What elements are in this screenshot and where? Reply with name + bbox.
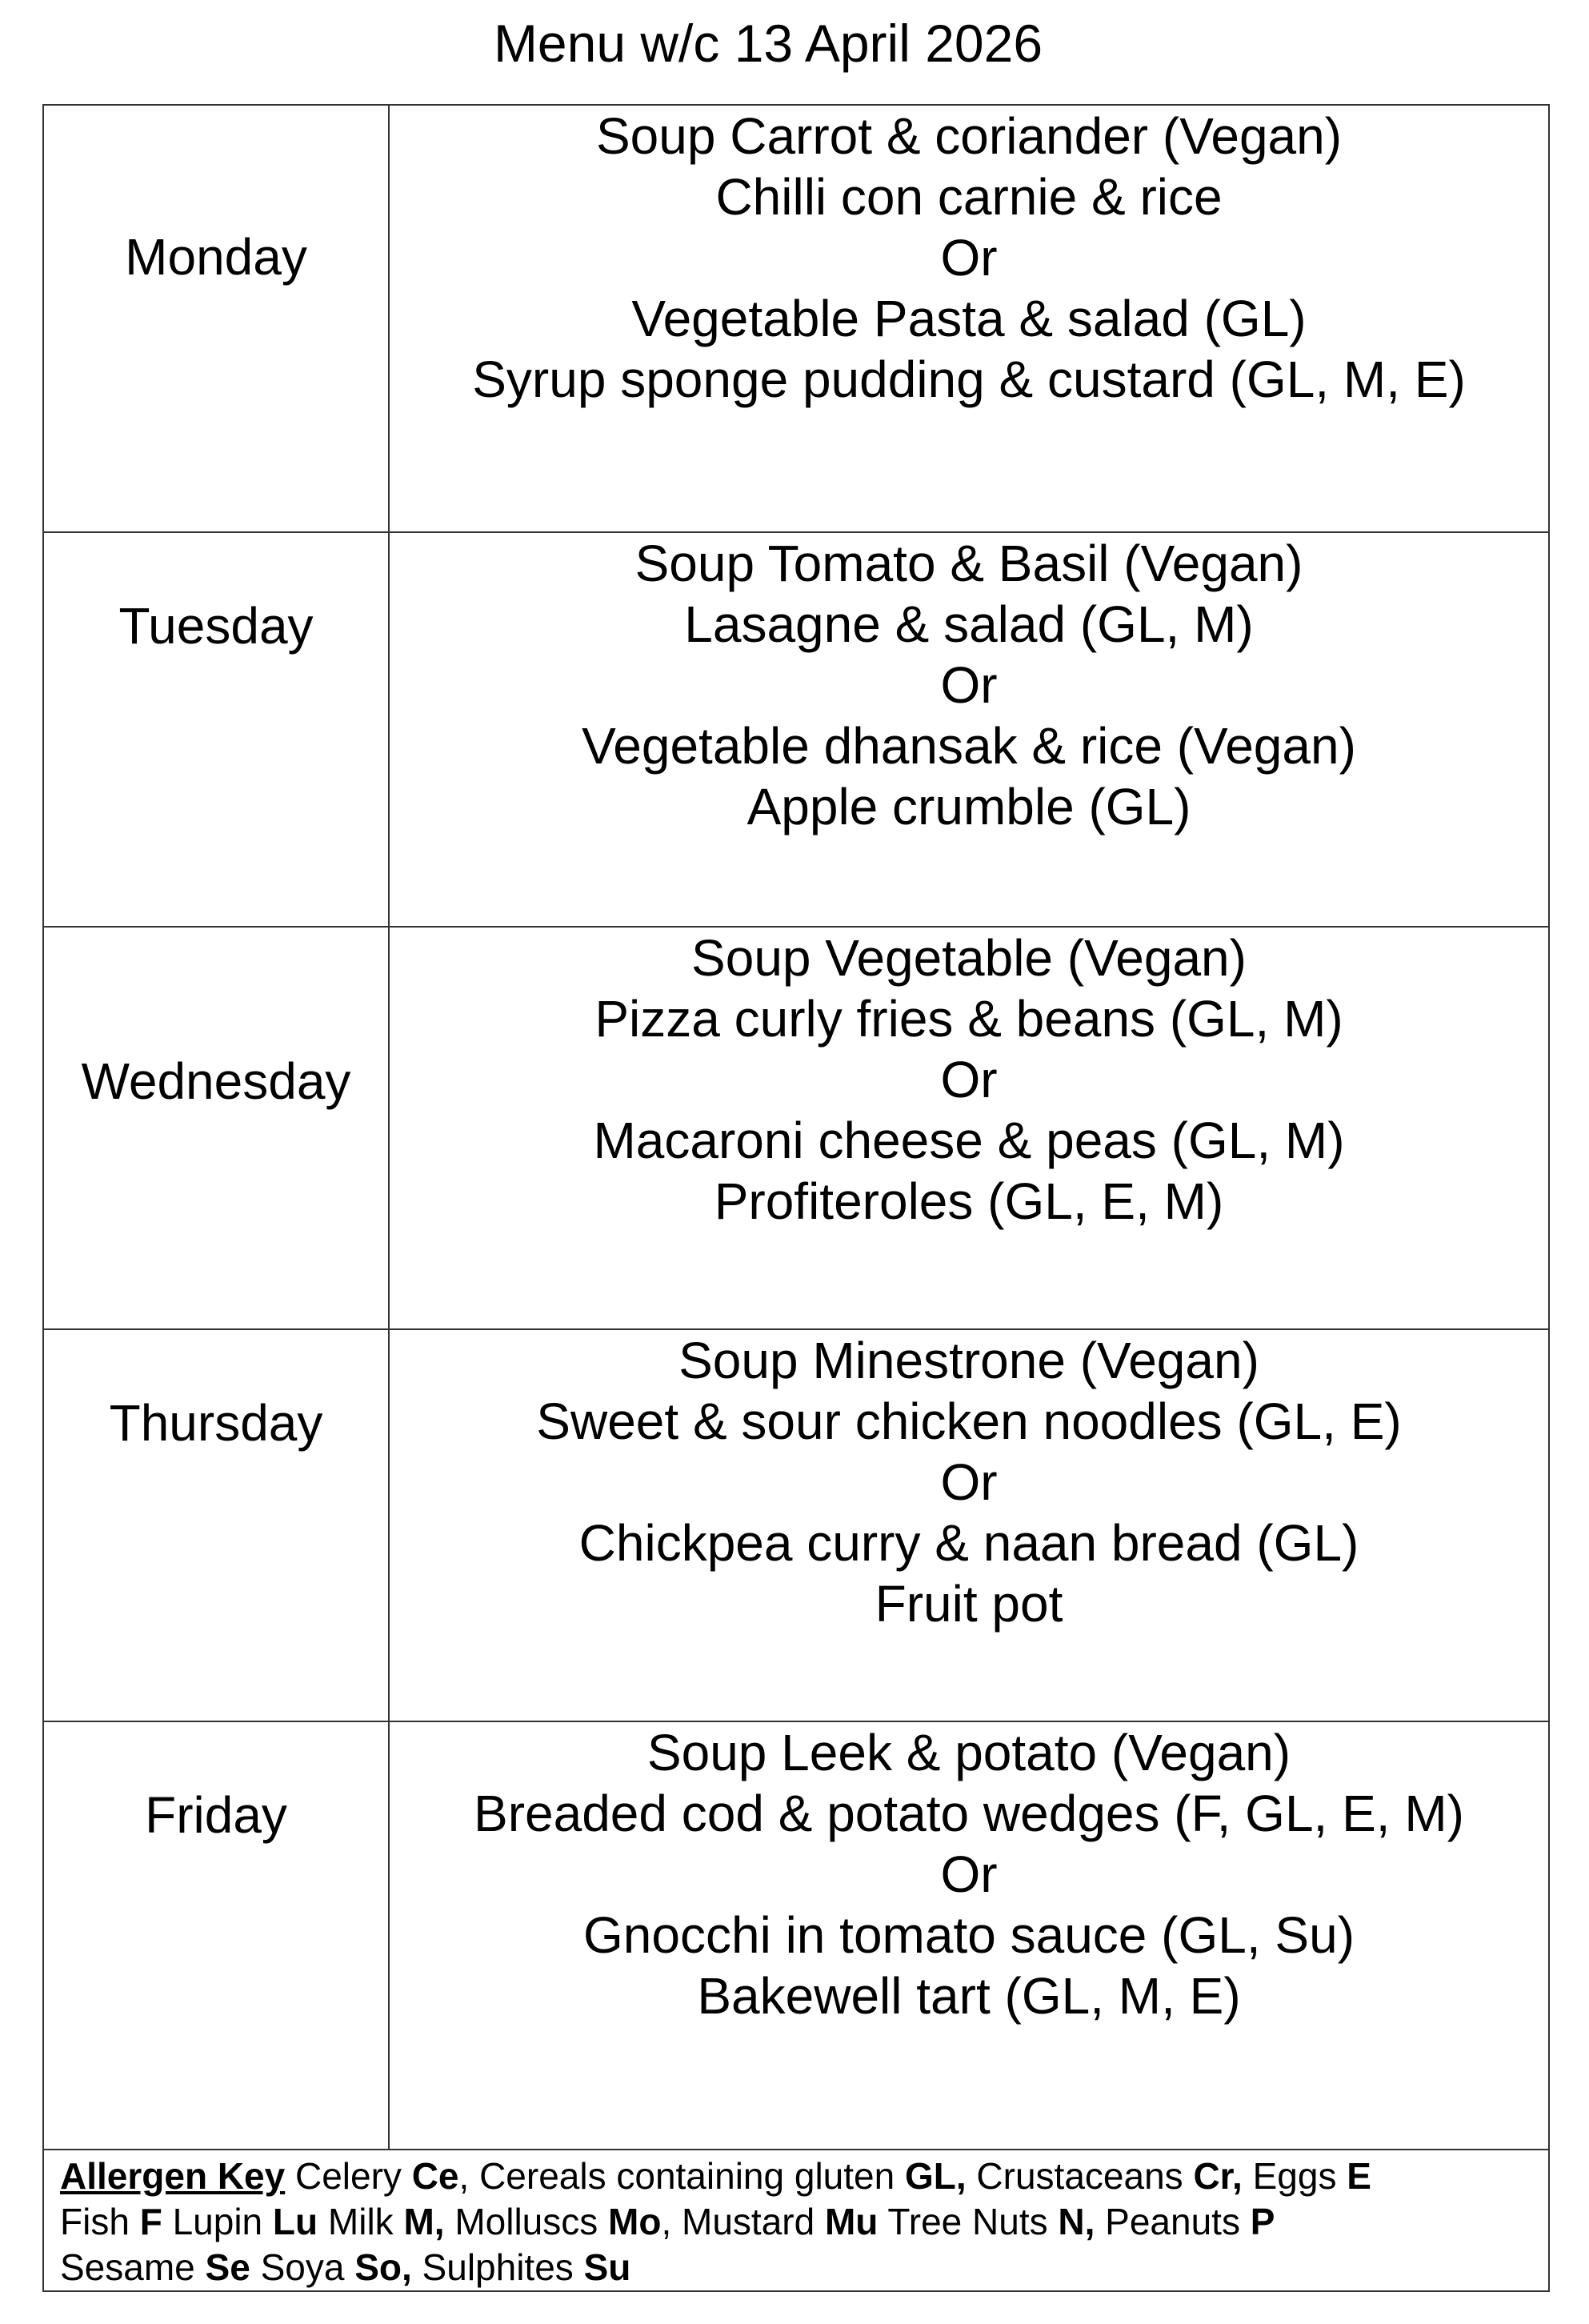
dish-line: Breaded cod & potato wedges (F, GL, E, M) — [474, 1785, 1464, 1842]
allergen-name: Sulphites — [411, 2246, 584, 2288]
allergen-code: Se — [205, 2246, 250, 2288]
allergen-name: Eggs — [1242, 2155, 1347, 2197]
allergen-name: Molluscs — [444, 2201, 609, 2242]
allergen-key-row — [43, 2150, 1549, 2291]
day-label: Thursday — [109, 1394, 323, 1452]
dish-line: Soup Minestrone (Vegan) — [678, 1332, 1259, 1389]
dish-line: Vegetable Pasta & salad (GL) — [631, 290, 1307, 347]
allergen-name: Crustaceans — [966, 2155, 1194, 2197]
table-row-friday — [43, 1721, 1549, 2150]
day-label: Tuesday — [118, 597, 314, 655]
allergen-code: GL, — [904, 2155, 967, 2197]
dish-line: Apple crumble (GL) — [746, 778, 1191, 835]
dish-line: Macaroni cheese & peas (GL, M) — [593, 1112, 1345, 1169]
dish-line: Gnocchi in tomato sauce (GL, Su) — [583, 1906, 1355, 1964]
table-row-monday — [43, 105, 1549, 532]
allergen-code: So, — [354, 2246, 412, 2288]
allergen-code: Cr, — [1193, 2155, 1243, 2197]
allergen-name: Milk — [318, 2201, 404, 2242]
dish-line: Fruit pot — [875, 1575, 1063, 1633]
dishes-cell — [389, 927, 1549, 1329]
allergen-name: Fish — [60, 2201, 140, 2242]
dish-line: Or — [940, 1051, 998, 1108]
dish-line: Lasagne & salad (GL, M) — [684, 595, 1254, 653]
dish-line: Vegetable dhansak & rice (Vegan) — [582, 717, 1356, 775]
allergen-code: Lu — [272, 2201, 318, 2242]
allergen-name: Celery — [285, 2155, 412, 2197]
allergen-name: Sesame — [60, 2246, 206, 2288]
dish-line: Chickpea curry & naan bread (GL) — [578, 1514, 1359, 1572]
dish-line: Or — [940, 229, 998, 286]
dishes-cell — [389, 1329, 1549, 1721]
dishes-cell — [389, 532, 1549, 927]
day-cell — [43, 927, 389, 1329]
allergen-code: E — [1347, 2155, 1371, 2197]
allergen-name: Soya — [250, 2246, 355, 2288]
allergen-code: F — [139, 2201, 162, 2242]
dish-line: Syrup sponge pudding & custard (GL, M, E) — [472, 351, 1466, 408]
allergen-code: P — [1250, 2201, 1275, 2242]
allergen-code: Mo — [608, 2201, 662, 2242]
day-label: Monday — [125, 228, 307, 286]
allergen-key-heading: Allergen Key — [60, 2155, 286, 2197]
allergen-code: N, — [1058, 2201, 1095, 2242]
day-cell — [43, 1721, 389, 2150]
dish-line: Sweet & sour chicken noodles (GL, E) — [536, 1392, 1402, 1450]
dish-line: Soup Tomato & Basil (Vegan) — [634, 535, 1303, 592]
dish-line: Or — [940, 1845, 998, 1903]
day-cell — [43, 1329, 389, 1721]
allergen-name: Peanuts — [1095, 2201, 1251, 2242]
dish-line: Or — [940, 1453, 998, 1511]
allergen-name: Tree Nuts — [878, 2201, 1059, 2242]
allergen-code: M, — [403, 2201, 445, 2242]
table-row-wednesday — [43, 927, 1549, 1329]
dish-line: Soup Carrot & coriander (Vegan) — [595, 107, 1343, 165]
day-label: Friday — [145, 1786, 287, 1844]
day-cell — [43, 532, 389, 927]
dish-line: Soup Vegetable (Vegan) — [691, 929, 1247, 987]
dish-line: Soup Leek & potato (Vegan) — [646, 1724, 1291, 1781]
dishes-cell — [389, 105, 1549, 532]
allergen-code: Mu — [824, 2201, 879, 2242]
dish-line: Or — [940, 656, 998, 714]
dish-line: Chilli con carnie & rice — [715, 168, 1223, 226]
menu-table — [42, 104, 1550, 2292]
allergen-code: Su — [583, 2246, 631, 2288]
allergen-name: , Mustard — [661, 2201, 825, 2242]
dish-line: Pizza curly fries & beans (GL, M) — [594, 990, 1343, 1048]
dish-line: Bakewell tart (GL, M, E) — [697, 1967, 1241, 2025]
allergen-name: , Cereals containing gluten — [458, 2155, 905, 2197]
table-row-tuesday — [43, 532, 1549, 927]
day-label: Wednesday — [81, 1052, 351, 1110]
page-title: Menu w/c 13 April 2026 — [493, 14, 1043, 73]
table-row-thursday — [43, 1329, 1549, 1721]
allergen-key — [43, 2150, 1549, 2291]
allergen-code: Ce — [411, 2155, 459, 2197]
dish-line: Profiteroles (GL, E, M) — [714, 1172, 1224, 1230]
day-cell — [43, 105, 389, 532]
allergen-name: Lupin — [162, 2201, 273, 2242]
dishes-cell — [389, 1721, 1549, 2150]
